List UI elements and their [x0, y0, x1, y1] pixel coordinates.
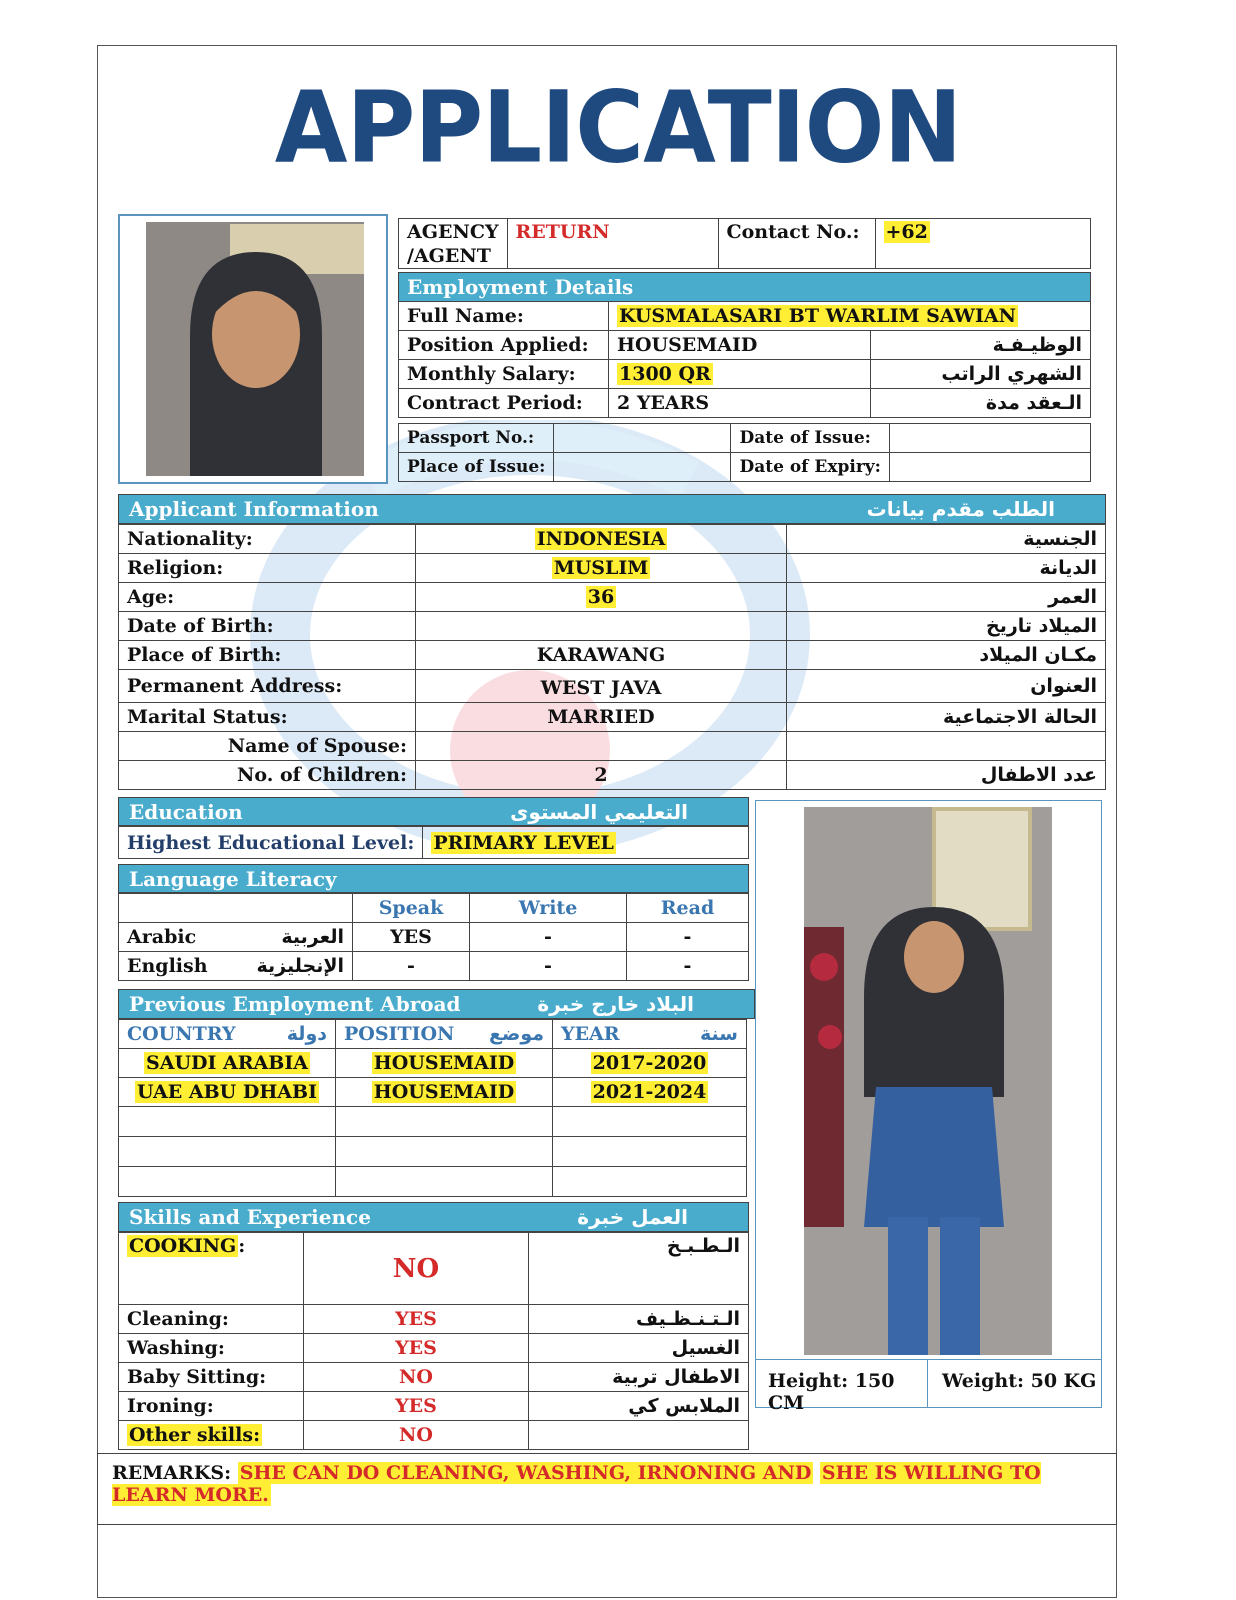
- portrait-person-icon: [120, 216, 386, 482]
- religion-value: MUSLIM: [553, 557, 649, 579]
- language-english-ar: الإنجليزية: [256, 955, 344, 977]
- language-table: [118, 893, 749, 981]
- position-ar: الوظيـفـة: [871, 331, 1091, 360]
- prev-position-1: HOUSEMAID: [373, 1052, 515, 1074]
- skill-washing-label: Washing:: [119, 1334, 304, 1363]
- applicant-header-ar: الطلب مقدم بيانات: [866, 497, 1055, 521]
- arabic-speak: YES: [353, 923, 470, 952]
- skill-cleaning-value: YES: [304, 1305, 529, 1334]
- education-level-value: PRIMARY LEVEL: [433, 831, 614, 854]
- full-body-person-icon: [804, 807, 1052, 1355]
- pob-value: KARAWANG: [416, 641, 787, 670]
- education-table: [118, 826, 749, 859]
- skill-other-value: NO: [304, 1421, 529, 1450]
- table-row: [119, 1363, 749, 1392]
- prev-year-2: 2021-2024: [592, 1081, 707, 1103]
- skill-babysitting-label: Baby Sitting:: [119, 1363, 304, 1392]
- table-row: [399, 331, 1091, 360]
- skill-cleaning-label: Cleaning:: [119, 1305, 304, 1334]
- address-value: WEST JAVA: [416, 670, 787, 703]
- applicant-header: [118, 494, 1106, 524]
- age-label: Age:: [119, 583, 416, 612]
- agency-label-line2: /AGENT: [407, 244, 491, 267]
- table-row: [119, 583, 1106, 612]
- table-row: [119, 1107, 747, 1137]
- col-write: Write: [470, 894, 627, 923]
- table-row: [119, 612, 1106, 641]
- position-label: Position Applied:: [399, 331, 609, 360]
- col-country: COUNTRY: [127, 1023, 236, 1045]
- marital-label: Marital Status:: [119, 703, 416, 732]
- skills-header-label: Skills and Experience: [129, 1205, 371, 1229]
- skill-cooking-label: COOKING: [129, 1235, 237, 1257]
- english-write: -: [470, 952, 627, 981]
- remarks-box: [97, 1453, 1117, 1525]
- education-header: [118, 797, 749, 826]
- weight-label: Weight:: [942, 1370, 1024, 1392]
- prev-country-1: SAUDI ARABIA: [146, 1052, 308, 1074]
- table-row: [119, 703, 1106, 732]
- pob-ar: مكـان الميلاد: [787, 641, 1106, 670]
- table-row: [119, 1421, 749, 1450]
- address-label: Permanent Address:: [119, 670, 416, 703]
- table-row: [119, 732, 1106, 761]
- table-row: [119, 1167, 747, 1197]
- col-country-ar: دولة: [286, 1023, 327, 1045]
- remarks-label: REMARKS:: [112, 1462, 232, 1484]
- skills-header: [118, 1202, 749, 1232]
- contract-ar: الـعقد مدة: [871, 389, 1091, 418]
- table-row: [119, 1078, 747, 1107]
- arabic-read: -: [627, 923, 749, 952]
- dob-ar: الميلاد تاريخ: [787, 612, 1106, 641]
- table-row: [399, 302, 1091, 331]
- address-ar: العنوان: [787, 670, 1106, 703]
- language-header: [118, 864, 749, 893]
- table-row: [119, 923, 749, 952]
- full-name-label: Full Name:: [399, 302, 609, 331]
- col-year-ar: سنة: [700, 1023, 738, 1045]
- place-issue-value: [554, 453, 731, 482]
- children-value: 2: [416, 761, 787, 790]
- table-row: [119, 554, 1106, 583]
- table-row: [119, 1137, 747, 1167]
- height-cell: [756, 1360, 928, 1414]
- date-issue-value: [889, 424, 1090, 453]
- previous-header: [118, 989, 755, 1019]
- agency-table: [398, 218, 1091, 269]
- salary-value: 1300 QR: [619, 363, 711, 385]
- skill-cooking-ar: الـطـبـخ: [529, 1233, 749, 1305]
- previous-header-label: Previous Employment Abroad: [129, 992, 461, 1016]
- table-row: [119, 1233, 749, 1305]
- nationality-ar: الجنسية: [787, 525, 1106, 554]
- contact-label: Contact No.:: [718, 219, 875, 269]
- dob-label: Date of Birth:: [119, 612, 416, 641]
- marital-value: MARRIED: [416, 703, 787, 732]
- skill-babysitting-ar: الاطفال تربية: [529, 1363, 749, 1392]
- english-read: -: [627, 952, 749, 981]
- employment-table: [398, 272, 1091, 418]
- col-speak: Speak: [353, 894, 470, 923]
- nationality-label: Nationality:: [119, 525, 416, 554]
- skill-cleaning-ar: الـتـنـظـيف: [529, 1305, 749, 1334]
- date-issue-label: Date of Issue:: [731, 424, 889, 453]
- table-row: [119, 1305, 749, 1334]
- table-row: [119, 1049, 747, 1078]
- applicant-header-label: Applicant Information: [129, 497, 379, 521]
- height-value: 150 CM: [768, 1370, 895, 1414]
- full-body-photo: [755, 800, 1102, 1414]
- dob-value: [416, 612, 787, 641]
- page-title: APPLICATION: [274, 71, 962, 186]
- previous-table: [118, 1019, 747, 1197]
- position-value: HOUSEMAID: [609, 331, 871, 360]
- language-header-label: Language Literacy: [129, 866, 337, 891]
- col-read: Read: [627, 894, 749, 923]
- weight-value: 50 KG: [1030, 1370, 1097, 1392]
- skill-ironing-ar: الملابس كي: [529, 1392, 749, 1421]
- prev-year-1: 2017-2020: [592, 1052, 707, 1074]
- table-row: [119, 641, 1106, 670]
- col-position-ar: موضع: [488, 1023, 544, 1045]
- contact-value: +62: [885, 221, 928, 243]
- skill-washing-ar: الغسيل: [529, 1334, 749, 1363]
- religion-label: Religion:: [119, 554, 416, 583]
- salary-ar: الشهري الراتب: [871, 360, 1091, 389]
- table-row: [399, 389, 1091, 418]
- agency-value: RETURN: [507, 219, 718, 269]
- skill-ironing-value: YES: [304, 1392, 529, 1421]
- skill-washing-value: YES: [304, 1334, 529, 1363]
- table-row: [119, 1392, 749, 1421]
- education-header-label: Education: [129, 799, 243, 824]
- col-year: YEAR: [561, 1023, 620, 1045]
- education-level-label: Highest Educational Level:: [119, 827, 423, 859]
- table-row: [119, 525, 1106, 554]
- religion-ar: الديانة: [787, 554, 1106, 583]
- prev-country-2: UAE ABU DHABI: [137, 1081, 317, 1103]
- education-header-ar: التعليمي المستوى: [510, 799, 688, 824]
- full-name-value: KUSMALASARI BT WARLIM SAWIAN: [619, 305, 1016, 327]
- marital-ar: الحالة الاجتماعية: [787, 703, 1106, 732]
- contract-value: 2 YEARS: [609, 389, 871, 418]
- spouse-ar: [787, 732, 1106, 761]
- english-speak: -: [353, 952, 470, 981]
- age-value: 36: [587, 586, 615, 608]
- skill-ironing-label: Ironing:: [119, 1392, 304, 1421]
- date-expiry-label: Date of Expiry:: [731, 453, 889, 482]
- pob-label: Place of Birth:: [119, 641, 416, 670]
- height-label: Height:: [768, 1370, 849, 1392]
- passport-no-label: Passport No.:: [399, 424, 554, 453]
- skill-cooking-value: NO: [304, 1233, 529, 1305]
- contract-label: Contract Period:: [399, 389, 609, 418]
- date-expiry-value: [889, 453, 1090, 482]
- spouse-label: Name of Spouse:: [119, 732, 416, 761]
- arabic-write: -: [470, 923, 627, 952]
- employment-header: Employment Details: [399, 273, 1091, 302]
- passport-no-value: [554, 424, 731, 453]
- prev-position-2: HOUSEMAID: [373, 1081, 515, 1103]
- passport-table: [398, 423, 1091, 482]
- table-row: [119, 952, 749, 981]
- col-position: POSITION: [344, 1023, 455, 1045]
- skill-other-ar: [529, 1421, 749, 1450]
- remarks-text-2: SHE IS WILLING TO LEARN MORE.: [112, 1462, 1041, 1506]
- children-ar: عدد الاطفال: [787, 761, 1106, 790]
- skill-other-label: Other skills:: [129, 1424, 261, 1446]
- language-english: English: [127, 955, 208, 977]
- table-row: [119, 1334, 749, 1363]
- skills-header-ar: العمل خبرة: [577, 1205, 688, 1229]
- applicant-table: [118, 524, 1106, 790]
- age-ar: العمر: [787, 583, 1106, 612]
- portrait-photo: [118, 214, 388, 484]
- skills-table: [118, 1232, 749, 1450]
- place-issue-label: Place of Issue:: [399, 453, 554, 482]
- table-row: [119, 761, 1106, 790]
- skill-cooking-suffix: :: [238, 1235, 246, 1257]
- previous-header-ar: البلاد خارج خبرة: [537, 992, 694, 1016]
- agency-label: AGENCY: [407, 220, 499, 243]
- weight-cell: [928, 1360, 1101, 1408]
- table-row: [119, 670, 1106, 703]
- nationality-value: INDONESIA: [536, 528, 666, 550]
- language-arabic: Arabic: [127, 926, 197, 948]
- spouse-value: [416, 732, 787, 761]
- salary-label: Monthly Salary:: [399, 360, 609, 389]
- children-label: No. of Children:: [119, 761, 416, 790]
- skill-babysitting-value: NO: [304, 1363, 529, 1392]
- remarks-text-1: SHE CAN DO CLEANING, WASHING, IRNONING AND: [239, 1462, 812, 1484]
- language-arabic-ar: العربية: [281, 926, 344, 948]
- table-row: [399, 360, 1091, 389]
